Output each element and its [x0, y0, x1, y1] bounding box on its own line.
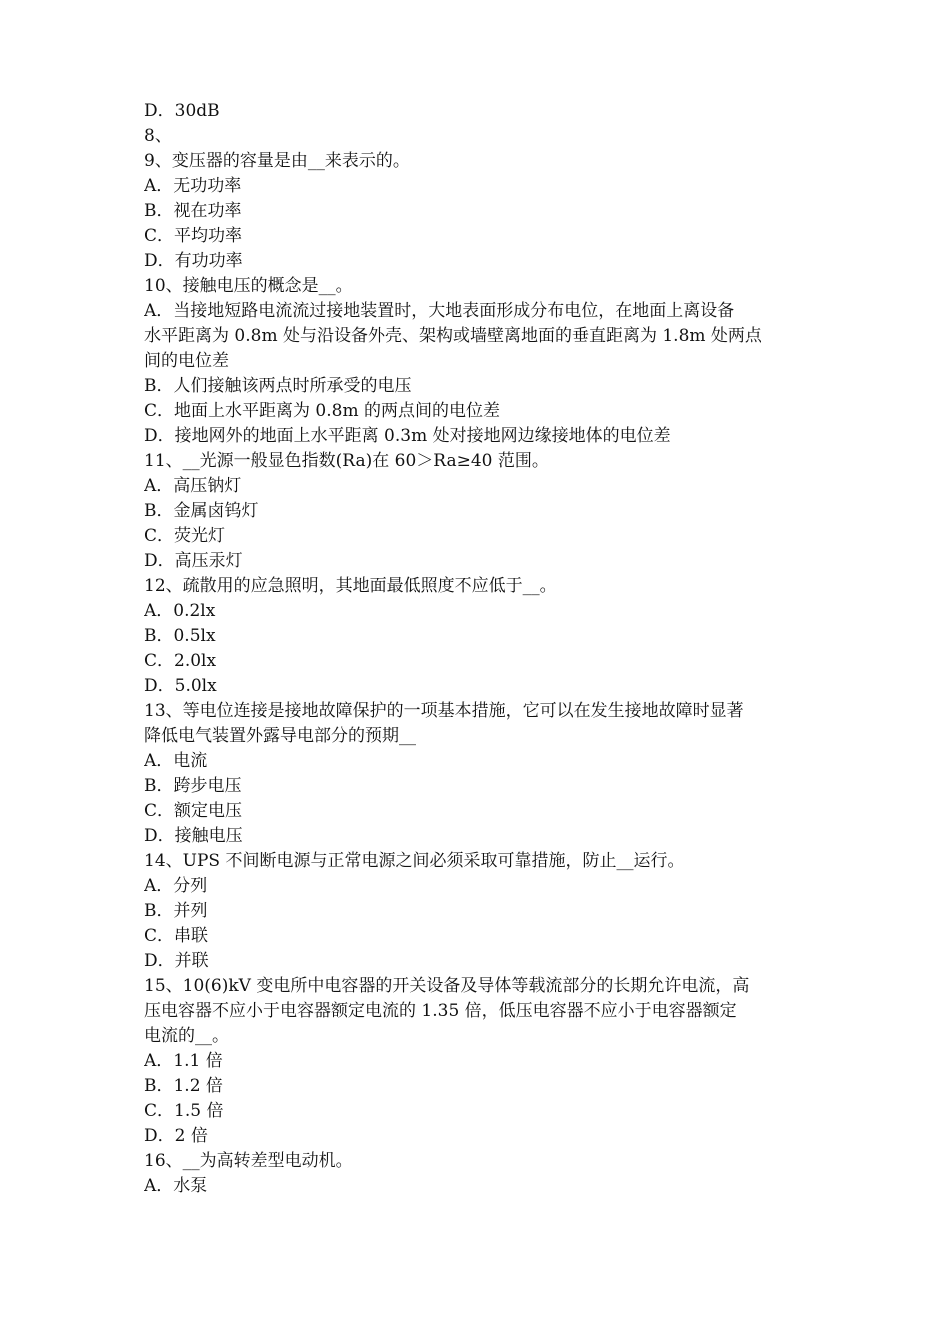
q12-option-d: D．5.0lx — [144, 676, 217, 696]
q9-option-a: A．无功功率 — [144, 176, 242, 196]
q11-option-c: C．荧光灯 — [144, 526, 226, 546]
q14-stem: 14、UPS 不间断电源与正常电源之间必须采取可靠措施，防止__运行。 — [144, 851, 685, 871]
q10-option-b: B．人们接触该两点时所承受的电压 — [144, 376, 412, 396]
q15-stem-line1: 15、10(6)kV 变电所中电容器的开关设备及导体等载流部分的长期允许电流，高 — [144, 976, 750, 996]
q15-option-b: B．1.2 倍 — [144, 1076, 223, 1096]
document-page — [144, 99, 810, 1199]
q12-option-a: A．0.2lx — [144, 601, 216, 621]
q15-stem-line3: 电流的__。 — [144, 1026, 229, 1046]
q10-option-a-line1: A．当接地短路电流流过接地装置时，大地表面形成分布电位，在地面上离设备 — [144, 301, 735, 321]
q12-stem: 12、疏散用的应急照明，其地面最低照度不应低于__。 — [144, 576, 557, 596]
q10-option-d: D．接地网外的地面上水平距离 0.3m 处对接地网边缘接地体的电位差 — [144, 426, 671, 446]
q9-option-d: D．有功功率 — [144, 251, 243, 271]
q10-option-a-line2: 水平距离为 0.8m 处与沿设备外壳、架构或墙壁离地面的垂直距离为 1.8m 处两点 — [144, 326, 762, 346]
q9-option-b: B．视在功率 — [144, 201, 242, 221]
q11-stem: 11、__光源一般显色指数(Ra)在 60＞Ra≥40 范围。 — [144, 451, 549, 471]
q9-option-c: C．平均功率 — [144, 226, 243, 246]
q11-option-d: D．高压汞灯 — [144, 551, 243, 571]
q15-option-a: A．1.1 倍 — [144, 1051, 223, 1071]
q10-option-a-line3: 间的电位差 — [144, 351, 229, 371]
q15-stem-line2: 压电容器不应小于电容器额定电流的 1.35 倍，低压电容器不应小于电容器额定 — [144, 1001, 737, 1021]
q13-option-c: C．额定电压 — [144, 801, 243, 821]
q16-option-a: A．水泵 — [144, 1176, 208, 1196]
q7-option-d: D．30dB — [144, 101, 220, 121]
q13-option-b: B．跨步电压 — [144, 776, 242, 796]
q14-option-c: C．串联 — [144, 926, 209, 946]
q10-stem: 10、接触电压的概念是__。 — [144, 276, 353, 296]
q13-option-d: D．接触电压 — [144, 826, 243, 846]
q14-option-b: B．并列 — [144, 901, 208, 921]
q8-stem: 8、 — [144, 126, 172, 146]
q9-stem: 9、变压器的容量是由__来表示的。 — [144, 151, 410, 171]
q14-option-d: D．并联 — [144, 951, 209, 971]
q15-option-d: D．2 倍 — [144, 1126, 208, 1146]
q13-stem-line1: 13、等电位连接是接地故障保护的一项基本措施，它可以在发生接地故障时显著 — [144, 701, 744, 721]
q11-option-b: B．金属卤钨灯 — [144, 501, 259, 521]
q11-option-a: A．高压钠灯 — [144, 476, 242, 496]
q12-option-c: C．2.0lx — [144, 651, 217, 671]
q13-stem-line2: 降低电气装置外露导电部分的预期__ — [144, 726, 416, 746]
q15-option-c: C．1.5 倍 — [144, 1101, 224, 1121]
q16-stem: 16、__为高转差型电动机。 — [144, 1151, 353, 1171]
q14-option-a: A．分列 — [144, 876, 208, 896]
q10-option-c: C．地面上水平距离为 0.8m 的两点间的电位差 — [144, 401, 500, 421]
q12-option-b: B．0.5lx — [144, 626, 216, 646]
q13-option-a: A．电流 — [144, 751, 208, 771]
